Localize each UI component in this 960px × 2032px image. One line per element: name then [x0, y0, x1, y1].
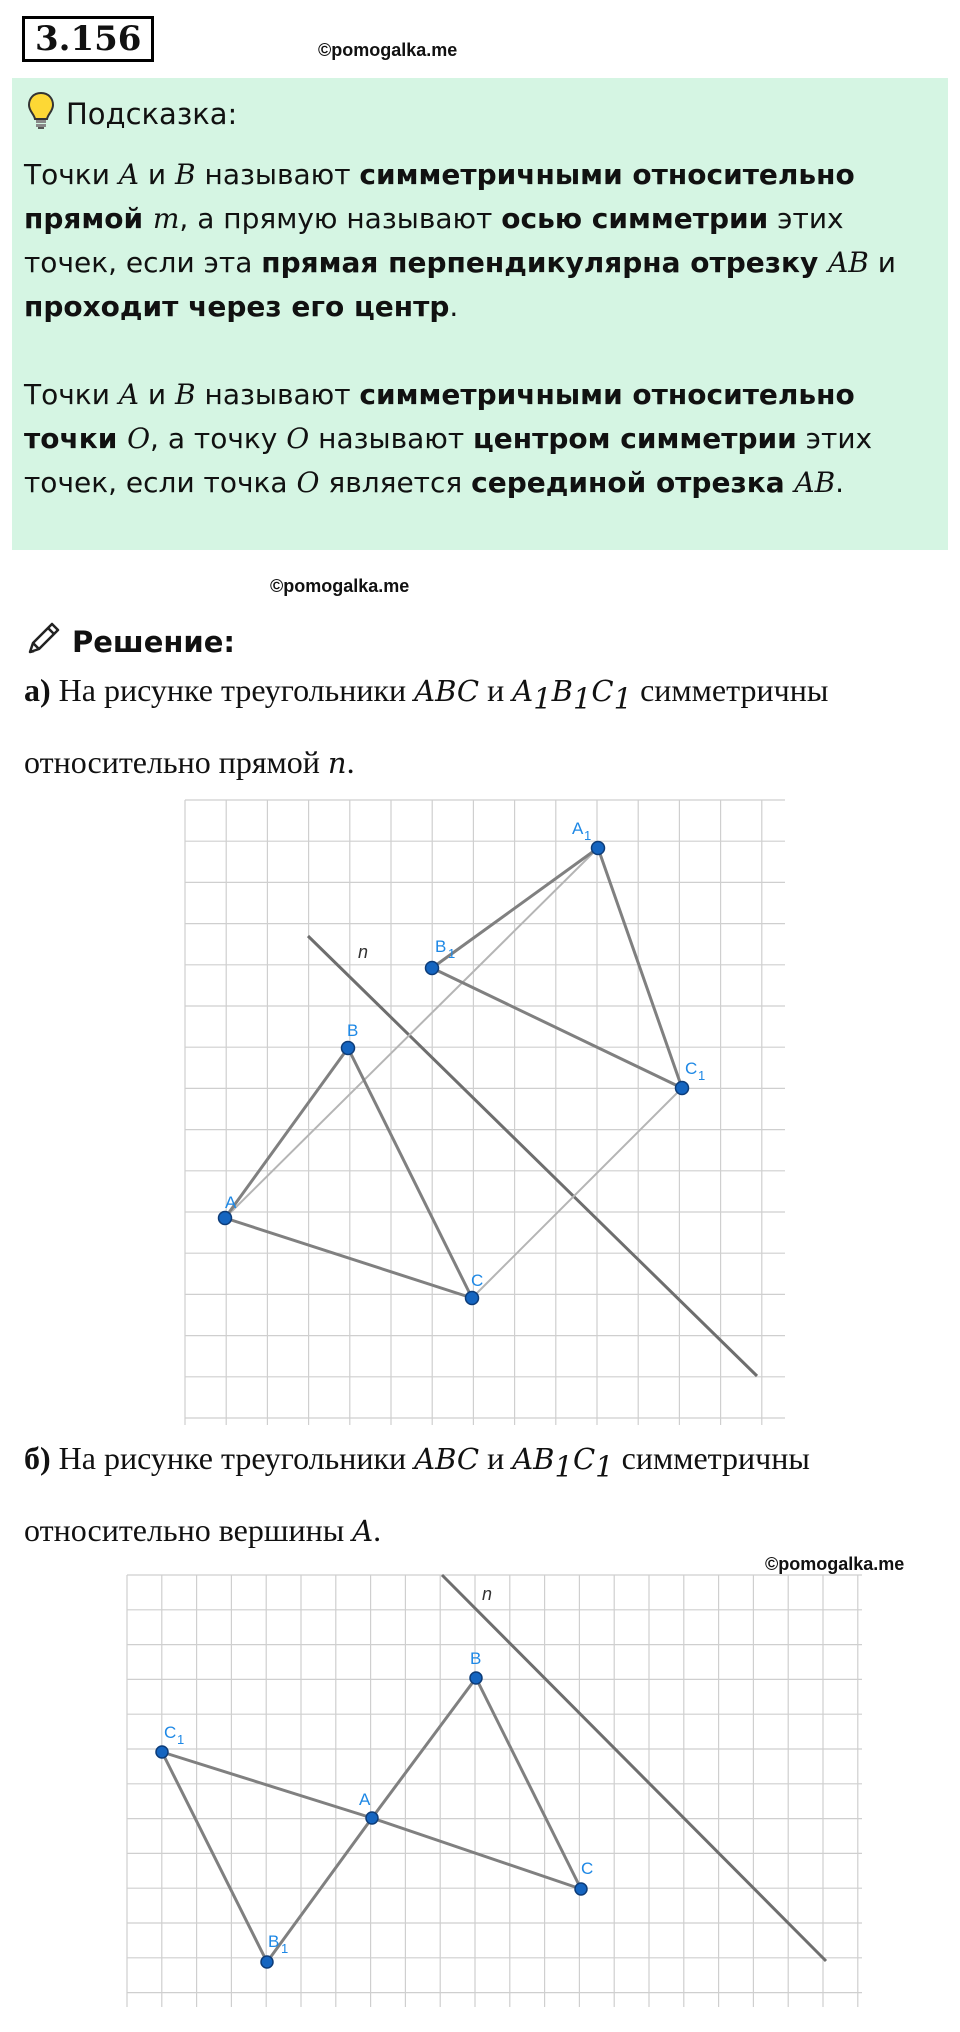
math-sub: 1 [554, 1449, 573, 1484]
math-var: B [551, 674, 573, 708]
math-var: ABC [414, 1442, 480, 1476]
segment-a1-c1 [598, 848, 682, 1088]
label-a1-sub: 1 [584, 828, 592, 843]
math-var: A [352, 1514, 374, 1549]
math-var: B [175, 158, 196, 191]
label-b1-sub: 1 [281, 1941, 289, 1956]
math-var: A [118, 158, 140, 191]
math-var: m [152, 202, 180, 235]
math-var: B [175, 378, 196, 411]
bold-term: проходит через его центр [24, 290, 450, 323]
solution-part-a [24, 658, 944, 795]
part-label: а) [24, 672, 51, 708]
label-a: A [225, 1193, 237, 1212]
math-var: AB [794, 466, 836, 499]
point-b [342, 1042, 355, 1055]
solution-title-text: Решение: [72, 624, 236, 659]
label-a1: A [572, 819, 584, 838]
label-c: C [471, 1271, 484, 1290]
bold-term: серединой отрезка [471, 466, 795, 499]
text: симметричны относительно прямой [24, 672, 829, 781]
problem-number: 3.156 [22, 16, 154, 62]
text: На рисунке треугольники [50, 672, 415, 708]
text: этих точек, если точка [24, 422, 873, 499]
text: Точки [24, 158, 119, 191]
label-b1: B [435, 937, 447, 956]
text: и [479, 1440, 513, 1476]
part-label: б) [24, 1440, 51, 1476]
point-a [366, 1812, 378, 1824]
text: . [449, 290, 459, 323]
segments [162, 1575, 826, 1962]
line-n [442, 1575, 826, 1961]
math-var: C [572, 1442, 596, 1476]
text: этих точек, если эта [24, 202, 844, 279]
line-n-label: n [482, 1584, 493, 1604]
hint-paragraph-1 [24, 153, 936, 329]
text: и [868, 246, 896, 279]
math-var: AB [828, 246, 869, 279]
math-sub: 1 [613, 681, 633, 716]
points [219, 842, 689, 1305]
label-b1-sub: 1 [448, 946, 456, 961]
point-c [575, 1883, 587, 1895]
point-c [466, 1292, 479, 1305]
bold-term: прямая перпендикулярна отрезку [261, 246, 828, 279]
watermark: ©pomogalka.me [318, 40, 458, 60]
segment-a-a1 [225, 848, 598, 1218]
math-var: O [296, 466, 320, 499]
math-var: O [286, 422, 310, 455]
text: и [479, 672, 513, 708]
label-c1: C [164, 1723, 177, 1742]
lightbulb-icon [26, 90, 56, 137]
watermark: ©pomogalka.me [270, 576, 410, 596]
text: и [139, 158, 176, 191]
text: . [346, 744, 355, 781]
text: называют [195, 378, 360, 411]
point-labels [225, 819, 705, 1290]
math-var: ABC [414, 674, 480, 708]
point-b [470, 1672, 482, 1684]
text: . [835, 466, 845, 499]
line-n [308, 936, 757, 1376]
label-c: C [581, 1859, 594, 1878]
bold-term: осью симметрии [501, 202, 769, 235]
bold-term: симметричными относительно точки [24, 378, 855, 455]
point-b1 [426, 962, 439, 975]
text: , а точку [150, 422, 287, 455]
grid [185, 800, 785, 1425]
text: является [319, 466, 472, 499]
point-a [219, 1212, 232, 1225]
text: На рисунке треугольники [50, 1440, 415, 1476]
figure-1 [180, 790, 810, 1430]
bold-term: симметричными относительно прямой [24, 158, 855, 235]
math-var: n [327, 746, 347, 781]
segment-a-b [372, 1678, 476, 1818]
hint-title [26, 90, 237, 137]
label-b: B [347, 1021, 359, 1040]
bold-term: центром симметрии [473, 422, 797, 455]
math-sub: 1 [572, 681, 592, 716]
segment-b-c [348, 1048, 472, 1298]
label-b1: B [268, 1932, 280, 1951]
watermark: ©pomogalka.me [765, 1554, 905, 1574]
segment-c1-a [162, 1752, 372, 1818]
label-c1: C [685, 1059, 698, 1078]
text: , а прямую называют [179, 202, 502, 235]
text: называют [309, 422, 474, 455]
text: симметричны относительно вершины [24, 1440, 810, 1549]
segment-c-c1 [472, 1088, 682, 1298]
math-sub: 1 [595, 1449, 614, 1484]
label-c1-sub: 1 [698, 1068, 706, 1083]
text: Точки [24, 378, 119, 411]
hint-paragraph-2 [24, 373, 936, 505]
segments [225, 848, 757, 1376]
text: и [139, 378, 176, 411]
segment-b1-c1 [432, 968, 682, 1088]
point-labels [164, 1649, 593, 1956]
point-c1 [676, 1082, 689, 1095]
math-var: O [127, 422, 151, 455]
segment-a-b [225, 1048, 348, 1218]
grid [127, 1575, 862, 2007]
label-c1-sub: 1 [177, 1732, 185, 1747]
math-var: A [512, 674, 534, 708]
math-var: A [118, 378, 140, 411]
text: . [373, 1512, 382, 1549]
label-b: B [470, 1649, 482, 1668]
text: называют [195, 158, 360, 191]
math-sub: 1 [533, 681, 552, 716]
figure-2 [124, 1572, 866, 2010]
point-a1 [592, 842, 605, 855]
hint-title-text: Подсказка: [66, 96, 238, 131]
label-a: A [359, 1790, 371, 1809]
point-c1 [156, 1746, 168, 1758]
solution-part-b [24, 1426, 944, 1563]
segment-a-c [225, 1218, 472, 1298]
point-b1 [261, 1956, 273, 1968]
line-n-label: n [358, 942, 369, 962]
math-var: C [591, 674, 614, 708]
math-var: AB [512, 1442, 555, 1476]
